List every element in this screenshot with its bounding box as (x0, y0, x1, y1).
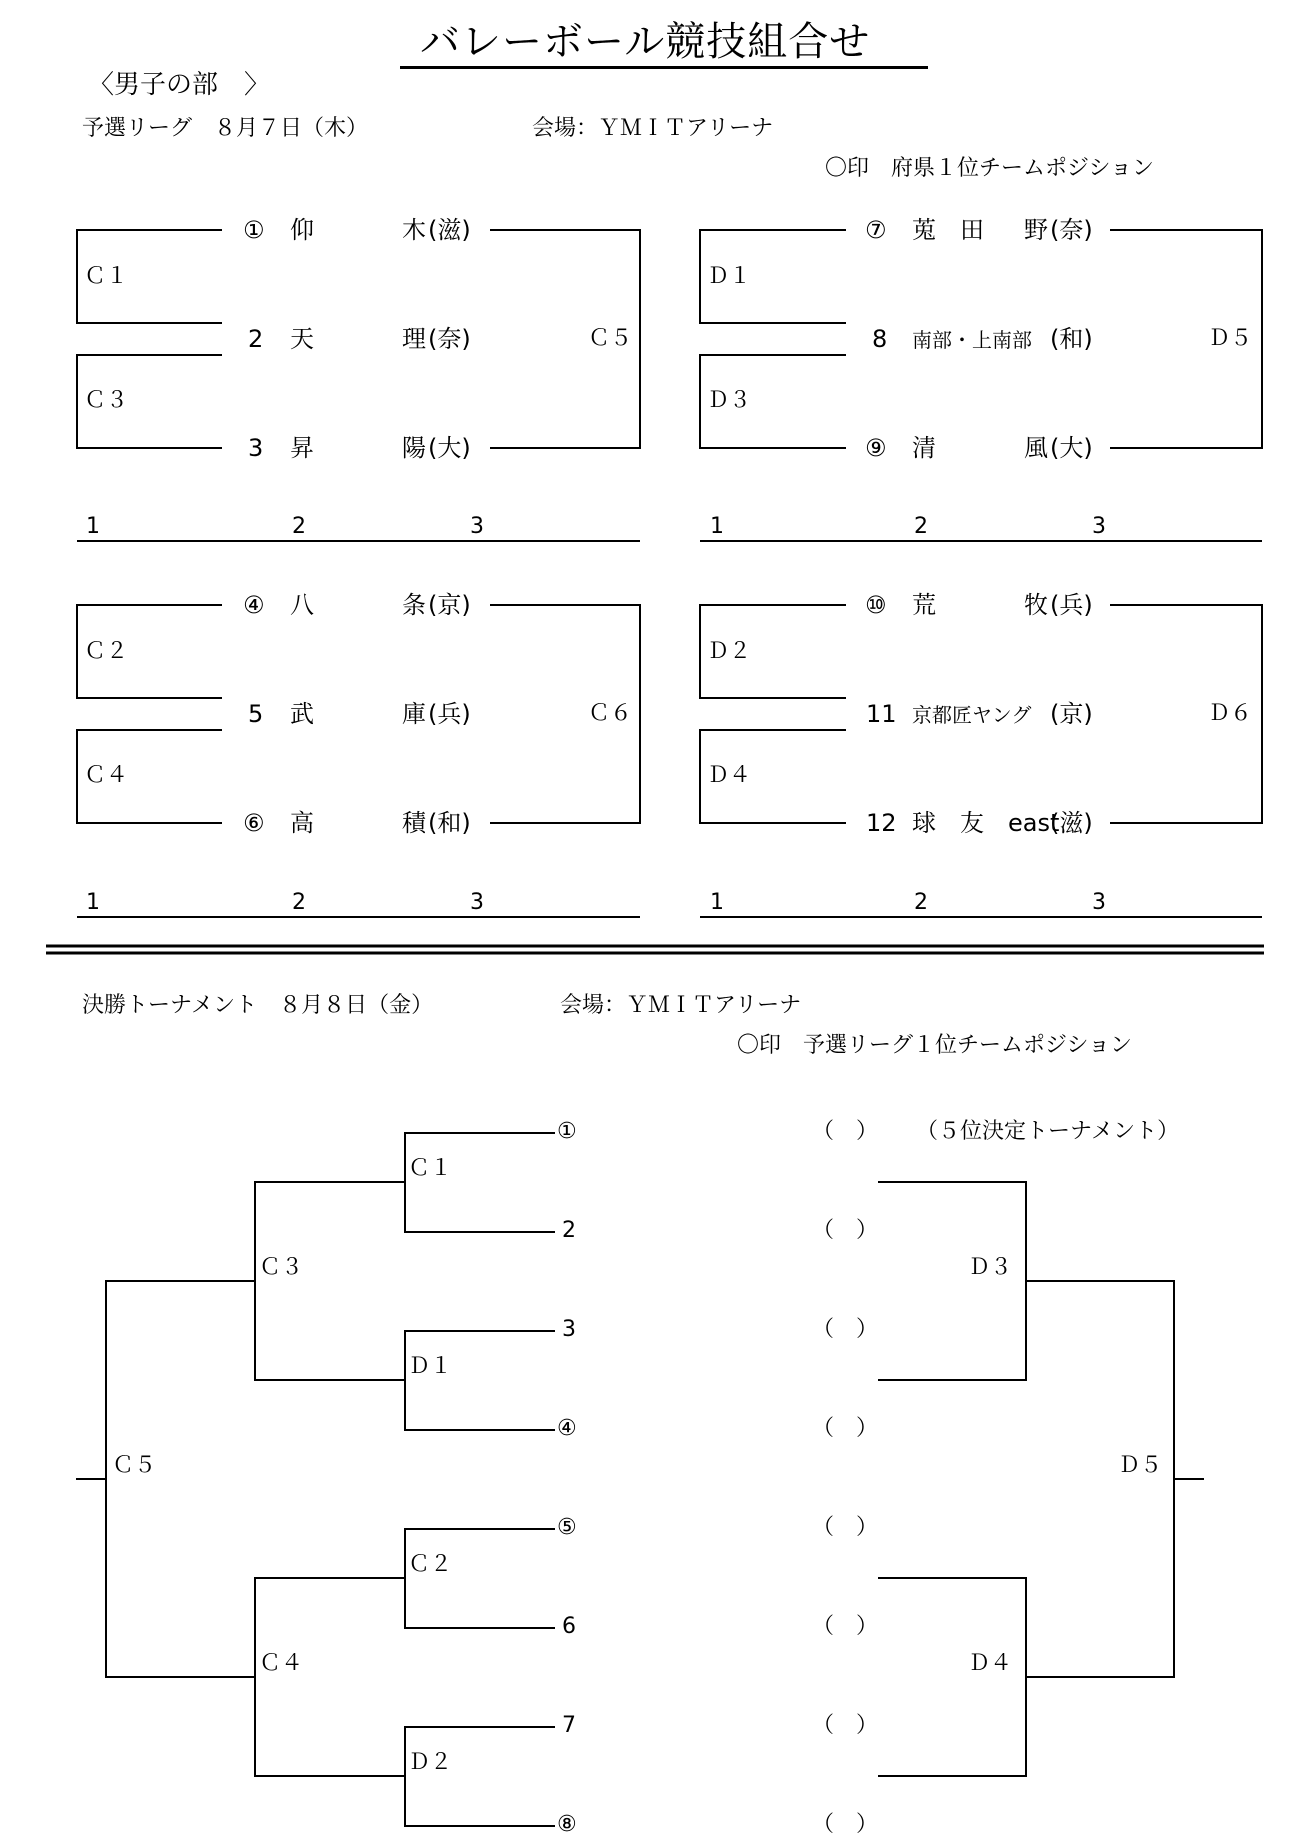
team-name-2: 牧 (1024, 591, 1048, 619)
team-name-2: 積 (402, 809, 426, 837)
match-label: Ｃ４ (84, 763, 129, 788)
team-prefecture: (和) (428, 809, 471, 837)
team-prefecture: (奈) (428, 325, 471, 353)
team-name: 高 (290, 809, 314, 837)
result-number: 2 (292, 514, 306, 539)
result-number: 1 (86, 890, 100, 915)
consolation-title: （５位決定トーナメント） (916, 1119, 1180, 1144)
prelim-block-c-upper-lines (77, 230, 640, 541)
result-number: 3 (470, 514, 484, 539)
result-number: 1 (710, 514, 724, 539)
prelim-block-d-upper-lines (700, 230, 1262, 541)
match-label: Ｃ４ (259, 1651, 304, 1676)
team-name-2: 条 (402, 591, 426, 619)
team-number: 5 (248, 700, 264, 728)
result-number: 1 (710, 890, 724, 915)
team-number: 12 (866, 809, 897, 837)
team-name: 南部・上南部 (912, 328, 1032, 352)
slot-number: 6 (562, 1614, 576, 1639)
match-label: Ｄ５ (1208, 326, 1253, 351)
result-paren: （ ） (812, 1416, 879, 1441)
tournament-note: 〇印 予選リーグ１位チームポジション (737, 1033, 1133, 1058)
slot-number: 3 (562, 1317, 576, 1342)
match-label: Ｄ１ (408, 1354, 453, 1379)
match-label: Ｃ１ (408, 1156, 453, 1181)
match-label: Ｄ２ (408, 1750, 453, 1775)
result-number: 1 (86, 514, 100, 539)
result-paren: （ ） (812, 1515, 879, 1540)
result-paren: （ ） (812, 1218, 879, 1243)
match-label: Ｄ３ (707, 388, 752, 413)
team-number: ⑥ (243, 809, 265, 837)
result-number: 3 (1092, 514, 1106, 539)
slot-number: ⑤ (557, 1515, 577, 1540)
team-name: 昇 (290, 434, 314, 462)
match-label: Ｃ３ (84, 388, 129, 413)
match-label: Ｃ２ (84, 639, 129, 664)
match-label: Ｃ５ (588, 326, 633, 351)
team-name-2: 風 (1024, 434, 1048, 462)
match-label: Ｃ３ (259, 1255, 304, 1280)
match-label: Ｃ６ (588, 701, 633, 726)
result-number: 2 (292, 890, 306, 915)
match-label: Ｄ６ (1208, 701, 1253, 726)
team-name: 仰 (290, 216, 314, 244)
result-paren: （ ） (812, 1317, 879, 1342)
team-number: 11 (866, 700, 897, 728)
slot-number: ④ (557, 1416, 577, 1441)
match-label: Ｄ３ (968, 1255, 1013, 1280)
team-prefecture: (兵) (1050, 591, 1093, 619)
team-number: ⑩ (865, 591, 887, 619)
slot-number: ① (557, 1119, 577, 1144)
consolation-tournament-lines (878, 1182, 1204, 1776)
match-label: Ｄ４ (707, 763, 752, 788)
result-number: 2 (914, 514, 928, 539)
team-number: 3 (248, 434, 264, 462)
prelim-block-d-lower-lines (700, 605, 1262, 917)
match-label: Ｄ１ (707, 264, 752, 289)
prelim-block-c-lower-lines (77, 605, 640, 917)
title-underline (400, 66, 928, 69)
slot-number: 7 (562, 1713, 576, 1738)
match-label: Ｄ２ (707, 639, 752, 664)
result-paren: （ ） (812, 1713, 879, 1738)
team-prefecture: (兵) (428, 700, 471, 728)
team-prefecture: (滋) (1050, 809, 1093, 837)
team-prefecture: (京) (1050, 700, 1093, 728)
team-name: 荒 (912, 591, 936, 619)
team-name-2: 木 (402, 216, 426, 244)
result-number: 3 (1092, 890, 1106, 915)
team-prefecture: (和) (1050, 325, 1093, 353)
result-paren: （ ） (812, 1614, 879, 1639)
team-name: 八 (290, 591, 314, 619)
prelim-heading: 予選リーグ ８月７日（木） (82, 116, 369, 141)
team-prefecture: (奈) (1050, 216, 1093, 244)
team-prefecture: (滋) (428, 216, 471, 244)
team-name-2: 陽 (402, 434, 426, 462)
team-name: 京都匠ヤング (912, 703, 1032, 727)
team-number: 8 (872, 325, 888, 353)
match-label: Ｄ４ (968, 1651, 1013, 1676)
division-label: 〈男子の部 〉 (88, 70, 271, 100)
team-name: 球 友 east (912, 809, 1060, 837)
team-name: 天 (290, 325, 314, 353)
team-name: 武 (290, 700, 314, 728)
team-name-2: 理 (402, 325, 426, 353)
slot-number: 2 (562, 1218, 576, 1243)
slot-number: ⑧ (557, 1812, 577, 1837)
team-number: 2 (248, 325, 264, 353)
result-paren: （ ） (812, 1812, 879, 1837)
team-number: ⑦ (865, 216, 887, 244)
tournament-heading: 決勝トーナメント ８月８日（金） (82, 993, 434, 1018)
match-label: Ｃ２ (408, 1552, 453, 1577)
match-label: Ｃ１ (84, 264, 129, 289)
final-tournament-lines (76, 1133, 555, 1826)
team-name-2: 野 (1024, 216, 1048, 244)
result-number: 2 (914, 890, 928, 915)
team-name: 莵 田 (912, 216, 984, 244)
team-prefecture: (京) (428, 591, 471, 619)
page-title: バレーボール競技組合せ (420, 19, 871, 65)
team-number: ④ (243, 591, 265, 619)
match-label: Ｄ５ (1118, 1453, 1163, 1478)
prelim-note: 〇印 府県１位チームポジション (825, 156, 1155, 181)
team-prefecture: (大) (428, 434, 471, 462)
prelim-venue: 会場：ＹＭＩＴアリーナ (532, 116, 774, 141)
team-prefecture: (大) (1050, 434, 1093, 462)
team-name: 清 (912, 434, 936, 462)
team-number: ⑨ (865, 434, 887, 462)
team-name-2: 庫 (402, 700, 426, 728)
match-label: Ｃ５ (112, 1453, 157, 1478)
team-number: ① (243, 216, 265, 244)
result-number: 3 (470, 890, 484, 915)
result-paren: （ ） (812, 1119, 879, 1144)
tournament-venue: 会場：ＹＭＩＴアリーナ (560, 993, 802, 1018)
